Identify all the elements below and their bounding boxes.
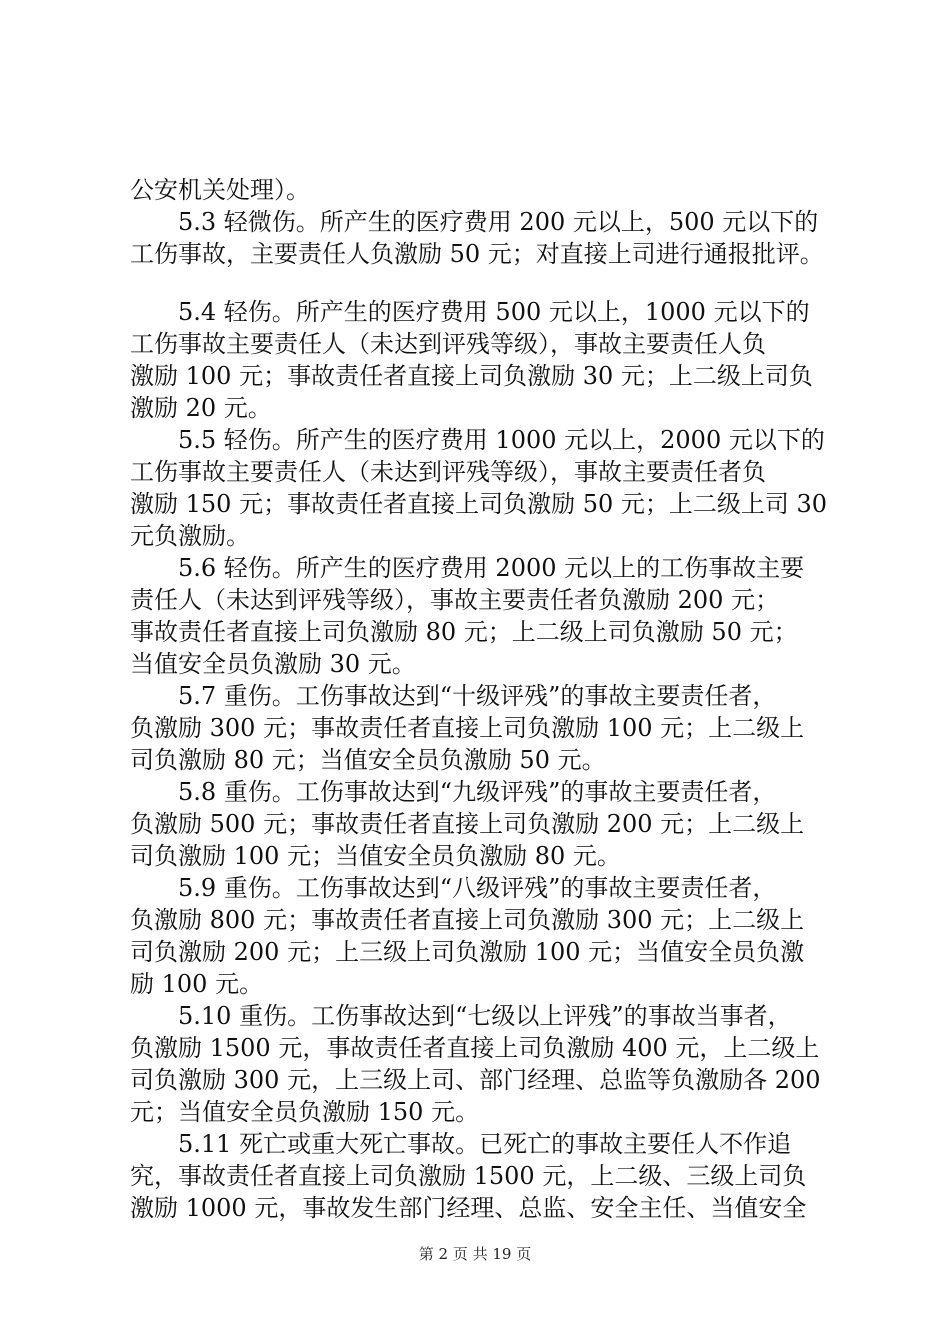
text-line: 负激励 300 元；事故责任者直接上司负激励 100 元；上二级上 [130,714,805,742]
text-line: 元负激励。 [130,522,250,550]
document-body [130,174,842,1224]
text-line-clause-5-6: 5.6 轻伤。所产生的医疗费用 2000 元以上的工伤事故主要 [178,554,805,582]
text-line: 激励 1000 元，事故发生部门经理、总监、安全主任、当值安全 [130,1194,807,1222]
text-line-clause-5-8: 5.8 重伤。工伤事故达到“九级评残”的事故主要责任者， [178,778,777,806]
text-line: 司负激励 200 元；上三级上司负激励 100 元；当值安全员负激 [130,938,805,966]
text-line: 公安机关处理）。 [130,176,310,204]
text-line: 元；当值安全员负激励 150 元。 [130,1098,480,1126]
text-line: 工伤事故主要责任人（未达到评残等级），事故主要责任人负 [130,330,766,358]
text-line: 事故责任者直接上司负激励 80 元；上二级上司负激励 50 元； [130,618,798,646]
text-line: 当值安全员负激励 30 元。 [130,650,416,678]
text-line: 激励 20 元。 [130,394,272,422]
text-line: 司负激励 80 元；当值安全员负激励 50 元。 [130,746,606,774]
text-line-clause-5-4: 5.4 轻伤。所产生的医疗费用 500 元以上，1000 元以下的 [178,298,810,326]
text-line-clause-5-9: 5.9 重伤。工伤事故达到“八级评残”的事故主要责任者， [178,874,777,902]
text-line-clause-5-11: 5.11 死亡或重大死亡事故。已死亡的事故主要任人不作追 [178,1130,792,1158]
text-line: 司负激励 100 元；当值安全员负激励 80 元。 [130,842,621,870]
text-line-clause-5-10: 5.10 重伤。工伤事故达到“七级以上评残”的事故当事者， [178,1002,792,1030]
text-line: 激励 150 元；事故责任者直接上司负激励 50 元；上二级上司 30 [130,490,828,518]
text-line-clause-5-7: 5.7 重伤。工伤事故达到“十级评残”的事故主要责任者， [178,682,777,710]
text-line: 负激励 500 元；事故责任者直接上司负激励 200 元；上二级上 [130,810,805,838]
text-line: 励 100 元。 [130,970,264,998]
page-number-footer: 第 2 页 共 19 页 [418,1245,532,1263]
text-line: 责任人（未达到评残等级），事故主要责任者负激励 200 元； [130,586,780,614]
text-line: 激励 100 元；事故责任者直接上司负激励 30 元；上二级上司负 [130,362,813,390]
text-line: 司负激励 300 元，上三级上司、部门经理、总监等负激励各 200 [130,1066,821,1094]
text-line: 负激励 1500 元，事故责任者直接上司负激励 400 元，上二级上 [130,1034,820,1062]
text-line-clause-5-5: 5.5 轻伤。所产生的医疗费用 1000 元以上，2000 元以下的 [178,426,825,454]
text-line: 负激励 800 元；事故责任者直接上司负激励 300 元；上二级上 [130,906,805,934]
text-line: 工伤事故，主要责任人负激励 50 元；对直接上司进行通报批评。 [130,240,824,268]
text-line-clause-5-3: 5.3 轻微伤。所产生的医疗费用 200 元以上，500 元以下的 [178,208,819,236]
text-line: 究，事故责任者直接上司负激励 1500 元，上二级、三级上司负 [130,1162,807,1190]
text-line: 工伤事故主要责任人（未达到评残等级），事故主要责任者负 [130,458,766,486]
